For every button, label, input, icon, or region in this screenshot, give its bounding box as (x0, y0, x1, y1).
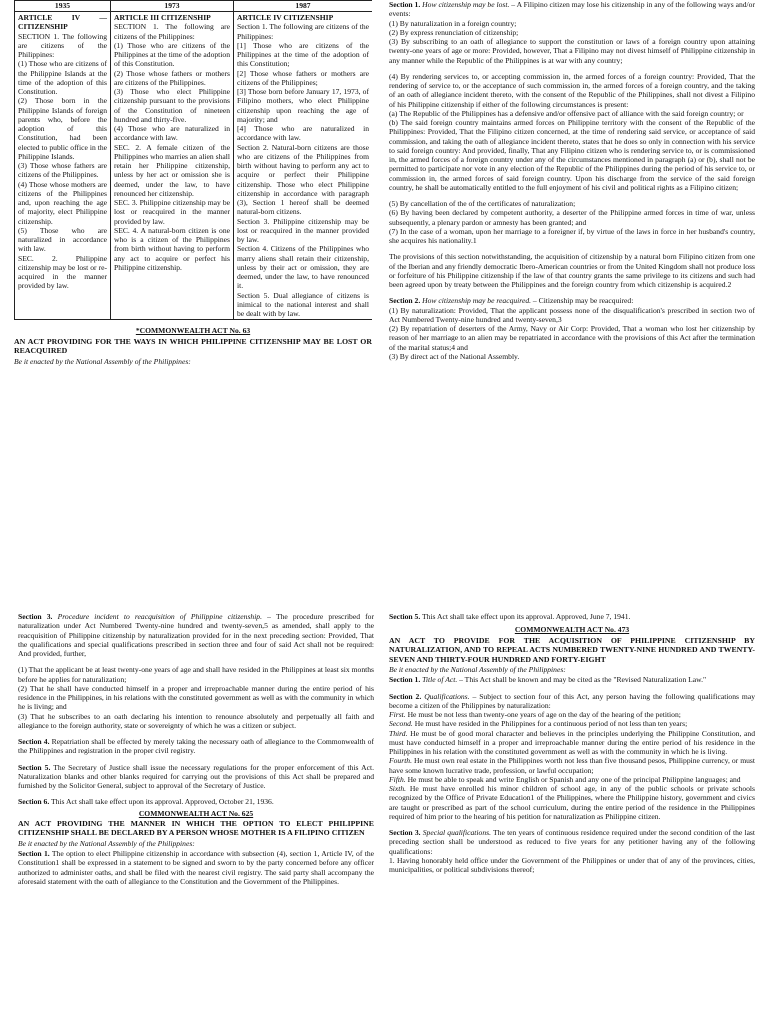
list-item: (2) By express renunciation of citizenship; (389, 27, 519, 37)
section-label: Section 2. (389, 296, 421, 306)
section-text: This Act shall take effect upon its approval. Approved, June 7, 1941. (420, 612, 631, 621)
provision: Section 4. Citizens of the Philippines who marry aliens shall retain their citizenship, unless by their act or omission, they are deemed, under the law, to have renounced it. (237, 244, 369, 291)
constitution-comparison-table (14, 0, 372, 320)
provision: SECTION 1. The following are citizens of the Philippines: (114, 22, 230, 41)
qualification: Third. He must be of good moral character and believes in the principles underlying the Philippine Constitution, and must have conducted himself in a proper and irreproachable manner during the entire period of his residence in the Philippines in his relation with the constituted government as well as with the community in which he is living. (389, 728, 755, 756)
act-title: AN ACT PROVIDING FOR THE WAYS IN WHICH PHILIPPINE CITIZENSHIP MAY BE LOST OR REACQUIRED (14, 336, 372, 355)
column-1987 (234, 12, 373, 320)
section-label: Section 4. (18, 737, 50, 746)
section-label: Section 1. (389, 0, 421, 9)
bottom-page (0, 612, 768, 1024)
list-item: (3) By subscribing to an oath of allegiance to support the constitution or laws of a foreign country upon attaining twenty-one years of age or more: Provided, however, That a Filipino may not divest himself of Philippine citizenship in any manner while the Republic of the Philippines is at war with any country; (389, 37, 755, 65)
provision: SEC. 2. Philippine citizenship may be lost or re-acquired in the manner provided by law. (18, 253, 107, 291)
bottom-right-column (389, 612, 755, 874)
list-item: (3) By direct act of the National Assembly. (389, 351, 520, 361)
section-paragraph (389, 296, 755, 305)
list-item: (1) By naturalization: Provided, That the applicant possess none of the disqualification's prescribed in section two of Act Numbered Twenty-nine hundred and twenty-seven,3 (389, 305, 755, 324)
section-title: Qualifications. (424, 691, 470, 701)
qualification: Second. He must have resided in the Philippines for a continuous period of not less than ten years; (389, 719, 688, 729)
section-title: Title of Act. (422, 675, 458, 685)
provision: (2) Those born in the Philippine Islands of foreign parents who, before the adoption of this Constitution, had been elected to public office in the Philippine Islands. (18, 96, 107, 161)
section-title: How citizenship may be lost. (422, 0, 510, 9)
qualification: Sixth. He must have enrolled his minor children of school age, in any of the public schools or private schools recognized by the Office of Private Education1 of the Philippines, where the Philippine history, government and civics are taught or prescribed as part of the school curriculum, during the entire period of the residence in the Philippines required of him prior to the hearing of his petition for naturalization as Philippine citizen. (389, 784, 755, 821)
article-heading: ARTICLE IV CITIZENSHIP (237, 13, 334, 22)
column-1973 (111, 12, 234, 320)
section-text: – A Filipino citizen may lose his citizenship in any of the following ways and/or events: (389, 0, 755, 19)
provision: Section 2. Natural-born citizens are those who are citizens of the Philippines from birth without having to perform any act to acquire or perfect their Philippine citizenship. Those who elect Philippine citizenship in accordance with paragraph (3), Section 1 hereof shall be deemed natural-born citizens. (237, 142, 369, 217)
section-title: How citizenship may be reacquired. (422, 296, 532, 306)
provision: [1] Those who are citizens of the Philippines at the time of the adoption of this Constitution; (237, 40, 369, 69)
section-label: Section 5. (18, 762, 51, 772)
provisions-paragraph: The provisions of this section notwithstanding, the acquisition of citizenship by a natural born Filipino citizen from one of the Iberian and any friendly democratic Ibero-American countries or from the United Kingdom shall not produce loss or forfeiture of his Philippine citizenship if the law of that country grants the same privilege to its citizens and such had been agreed upon by treaty between the Philippines and the foreign country from which citizenship is acquired.2 (389, 252, 755, 289)
section-text: – Subject to section four of this Act, any person having the following qualifications may become a citizen of the Philippines by naturalization: (389, 691, 755, 710)
list-item: (a) The Republic of the Philippines has a defensive and/or offensive pact of alliance with the said foreign country; or (389, 108, 744, 118)
header-1935: 1935 (15, 1, 111, 12)
section-paragraph (389, 0, 755, 19)
enacting-clause: Be it enacted by the National Assembly of the Philippines: (389, 665, 566, 674)
qualification: First. He must be not less than twenty-one years of age on the day of the hearing of the petition; (389, 710, 681, 719)
list-item: (5) By cancellation of the of the certificates of naturalization; (389, 199, 576, 208)
header-1973: 1973 (111, 1, 234, 12)
section-text: – This Act shall be known and may be cited as the "Revised Naturalization Law." (457, 675, 707, 685)
provision: Section 3. Philippine citizenship may be lost or reacquired in the manner provided by law. (237, 216, 369, 244)
provision: [3] Those born before January 17, 1973, of Filipino mothers, who elect Philippine citizenship upon reaching the age of majority; and (237, 87, 369, 124)
section-paragraph (389, 828, 755, 856)
provision: (5) Those who are naturalized in accordance with law. (18, 225, 107, 254)
provision: (1) Those who are citizens of the Philippines at the time of the adoption of this Constitution. (114, 40, 230, 69)
provision: (2) Those whose fathers or mothers are citizens of the Philippines. (114, 68, 230, 87)
provision: (4) Those who are naturalized in accordance with law. (114, 124, 230, 143)
section-label: Section 3. (18, 612, 53, 621)
provision: [4] Those who are naturalized in accordance with law. (237, 124, 369, 143)
act-number-heading: COMMONWEALTH ACT No. 473 (514, 625, 630, 635)
list-item: (6) By having been declared by competent authority, a deserter of the Philippine armed forces in time of war, unless subsequently, a plenary pardon or amnesty has been granted; and (389, 208, 755, 227)
act-number-heading: *COMMONWEALTH ACT No. 63 (135, 326, 251, 336)
provision: Section 1. The following are citizens of the Philippines: (237, 22, 369, 41)
qualification: Fourth. He must own real estate in the Philippines worth not less than five thousand pesos, Philippine currency, or must have some known lucrative trade, profession, or lawful occupation; (389, 756, 755, 775)
section-text: – The procedure prescribed for naturalization under Act Numbered Twenty-nine hundred and twenty-seven,5 as amended, shall apply to the reacquisition of Philippine citizenship by naturalization provided for in the next preceding section: Provided, That the qualifications and special qualifications prescribed in section three and four of said Act shall not be required: And provided, further, (18, 612, 374, 658)
section-text: The Secretary of Justice shall issue the necessary regulations for the proper enforcement of this Act. Naturalization blanks and other blanks required for carrying out the provisions of this Act shall be prepared and furnished by the Solicitor General, subject to approval of the Secretary of Justice. (18, 762, 374, 790)
top-right-column (389, 0, 755, 361)
list-item: (2) That he shall have conducted himself in a proper and irreproachable manner during the entire period of his residence in the Philippines, in his relations with the constituted government as well as with the community in which he is living; and (18, 683, 374, 712)
section-label: Section 2. (389, 691, 422, 701)
provision: (3) Those whose fathers are citizens of the Philippines. (18, 161, 107, 180)
section-text: – Citizenship may be reacquired: (531, 296, 634, 306)
section-text: Repatriation shall be effected by merely taking the necessary oath of allegiance to the Commonwealth of the Philippines and registration in the proper civil registry. (18, 737, 374, 756)
section-paragraph (389, 692, 755, 711)
enacting-clause: Be it enacted by the National Assembly of the Philippines: (18, 838, 195, 848)
article-heading: ARTICLE IV — CITIZENSHIP (18, 13, 107, 32)
provision: SECTION 1. The following are citizens of the Philippines: (18, 31, 107, 59)
provision: (4) Those whose mothers are citizens of the Philippines and, upon reaching the age of majority, elect Philippine citizenship. (18, 179, 107, 226)
list-item: (7) In the case of a woman, upon her marriage to a foreigner if, by virtue of the laws in force in her husband's country, she acquires his nationality.1 (389, 226, 755, 245)
provision: [2] Those whose fathers or mothers are citizens of the Philippines; (237, 68, 369, 87)
provision: Section 5. Dual allegiance of citizens is inimical to the national interest and shall be dealt with by law. (237, 290, 369, 318)
qualification: Fifth. He must be able to speak and write English or Spanish and any one of the principal Philippine languages; and (389, 774, 741, 784)
header-1987: 1987 (234, 1, 373, 12)
section-label: Section 3. (389, 828, 421, 837)
section-text: This Act shall take effect upon its approval. Approved, October 21, 1936. (49, 797, 274, 807)
list-item: (2) By repatriation of deserters of the Army, Navy or Air Corp: Provided, That a woman who lost her citizenship by reason of her marriage to an alien may be repatriated in accordance with the provisions of this Act after the termination of the marital status;4 and (389, 324, 755, 352)
section-paragraph (18, 763, 374, 791)
provision: SEC. 2. A female citizen of the Philippines who marries an alien shall retain her Philippine citizenship, unless by her act or omission she is deemed, under the law, to have renounced her citizenship. (114, 142, 230, 198)
top-left-column (14, 0, 372, 370)
section-paragraph (18, 849, 374, 886)
section-paragraph (18, 612, 374, 658)
section-label: Section 6. (18, 797, 50, 807)
provision: SEC. 4. A natural-born citizen is one who is a citizen of the Philippines from birth without having to perform any act to acquire or perfect his Philippine citizenship. (114, 225, 230, 272)
section-title: Special qualifications. (422, 828, 491, 837)
list-item: (3) That he subscribes to an oath declaring his intention to renounce absolutely and perpetually all faith and allegiance to the foreign authority, state or sovereignty of which he was a citizen or subject. (18, 711, 374, 730)
section-label: Section 1. (18, 849, 50, 858)
section-label: Section 1. (389, 675, 421, 685)
provision: (1) Those who are citizens of the Philippine Islands at the time of the adoption of this Constitution. (18, 59, 107, 96)
list-item: (1) By naturalization in a foreign country; (389, 18, 517, 28)
section-text: The option to elect Philippine citizenship in accordance with subsection (4), section 1, Article IV, of the Constitution1 shall be expressed in a statement to be signed and sworn to by the party concerned before any officer authorized to administer oaths, and shall be filed with the nearest civil registry. The said party shall accompany the aforesaid statement with the oath of allegiance to the Constitution and the Government of the Philippines. (18, 849, 374, 886)
column-1935 (15, 12, 111, 320)
section-text: The ten years of continuous residence required under the second condition of the last preceding section shall be understood as reduced to five years for any petitioner having any of the following qualifications: (389, 828, 755, 856)
list-item: 1. Having honorably held office under the Government of the Philippines or under that of any of the provinces, cities, municipalities, or political subdivisions thereof; (389, 855, 755, 874)
act-title: AN ACT TO PROVIDE FOR THE ACQUISITION OF PHILIPPINE CITIZENSHIP BY NATURALIZATION, AND TO REPEAL ACTS NUMBERED TWENTY-NINE HUNDRED AND TWENTY-SEVEN AND THIRTY-FOUR HUNDRED AND FORTY-EIGHT (389, 635, 755, 664)
section-paragraph (389, 675, 755, 684)
provision: (3) Those who elect Philippine citizenship pursuant to the provisions of the Constitution of nineteen hundred and thirty-five. (114, 87, 230, 124)
act-title: AN ACT PROVIDING THE MANNER IN WHICH THE OPTION TO ELECT PHILIPPINE CITIZENSHIP SHALL BE DECLARED BY A PERSON WHOSE MOTHER IS A FILIPINO CITIZEN (18, 818, 374, 838)
section-label: Section 5. (389, 612, 421, 621)
section-paragraph (18, 797, 374, 806)
list-item: (4) By rendering services to, or accepting commission in, the armed forces of a foreign country: Provided, That the rendering of service to, or the acceptance of such commission in, the armed forces of a foreign country, and the taking of an oath of allegiance incident thereto, with the consent of the Republic of the Philippines, shall not divest a Filipino of his Philippine citizenship if either of the following circumstances is present: (389, 71, 755, 109)
article-heading: ARTICLE III CITIZENSHIP (114, 13, 211, 22)
act-number-heading: COMMONWEALTH ACT No. 625 (138, 808, 254, 818)
provision: SEC. 3. Philippine citizenship may be lost or reacquired in the manner provided by law. (114, 198, 230, 226)
section-title: Procedure incident to reacquisition of Philippine citizenship. (57, 612, 263, 621)
section-paragraph (389, 612, 755, 621)
list-item: (1) That the applicant be at least twenty-one years of age and shall have resided in the Philippines at least six months before he applies for naturalization; (18, 665, 374, 684)
enacting-clause: Be it enacted by the National Assembly of the Philippines: (14, 356, 191, 366)
bottom-left-column (18, 612, 374, 886)
section-paragraph (18, 737, 374, 756)
list-item: (b) The said foreign country maintains armed forces on Philippine territory with the consent of the Republic of the Philippines: Provided, That the Filipino citizen concerned, at the time of rendering said service, or acceptance of said commission, and taking the oath of allegiance incident thereto, states that he does so only in connection with his service to said foreign country: And provided, finally, That any Filipino citizen who is rendering service to, or is commissioned in, the armed forces of a foreign country under any of the circumstances mentioned in paragraph (a) or (b), shall not be permitted to participate nor vote in any election of the Republic of the Philippines during the period of his service to, or commission in, the armed forces of said foreign country. Upon his discharge from the service of the said foreign country, he shall be automatically entitled to the full enjoyment of his civil and political rights as a Filipino citizen; (389, 118, 755, 192)
